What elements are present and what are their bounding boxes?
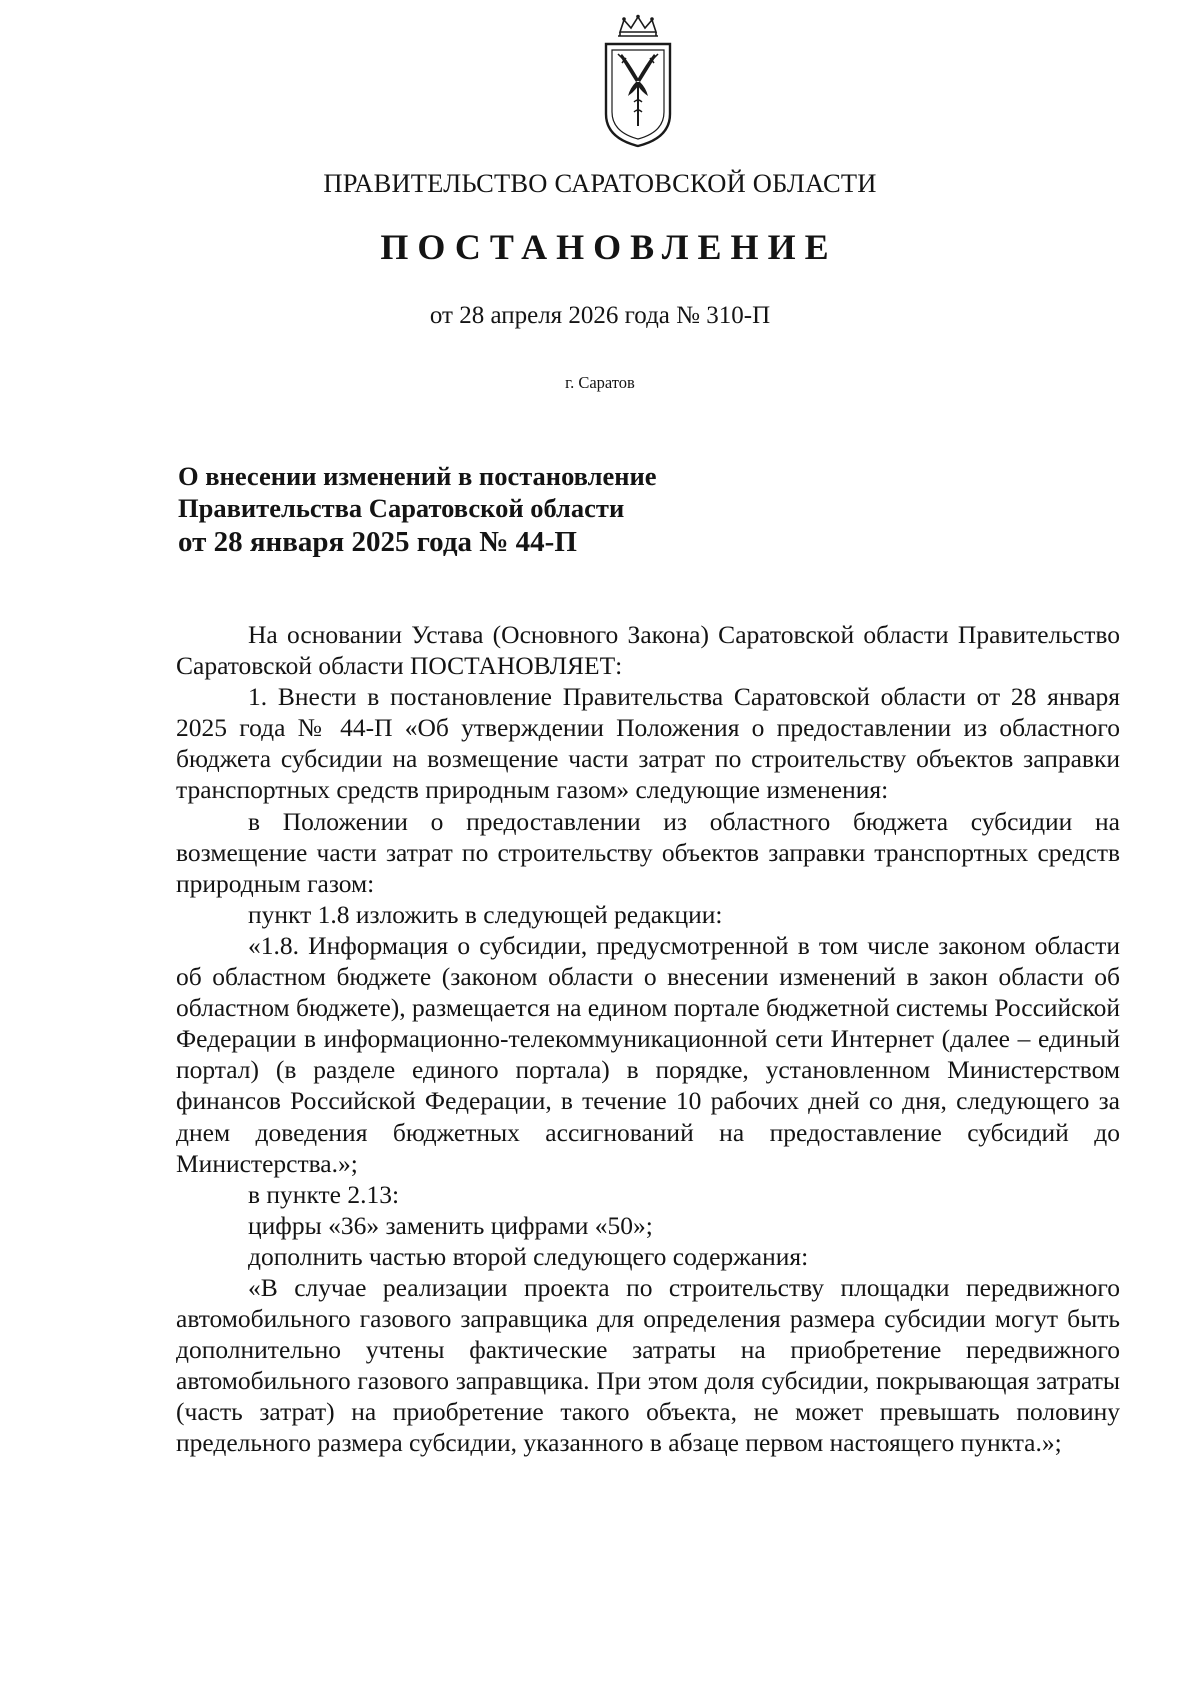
body-paragraph: в пункте 2.13: — [248, 1179, 400, 1209]
body-paragraph: дополнить частью второй следующего содержания: — [248, 1241, 809, 1271]
subject-line-2: Правительства Саратовской области — [178, 493, 625, 523]
subject-line-3: от 28 января 2025 года № 44-П — [178, 526, 577, 558]
body-paragraph: «1.8. Информация о субсидии, предусмотренной в том числе законом области об областном бюджете (законом области о внесении изменений в закон области об областном бюджете), размещается на едином портале бюджетной системы Российской Федерации в информационно-телекоммуникационной сети Интернет (далее – единый портал) (в разделе единого портала) в порядке, установленном Министерством финансов Российской Федерации, в течение 10 рабочих дней со дня, следующего за днем доведения бюджетных ассигнований на предоставление субсидий до Министерства.»; — [176, 930, 1120, 1178]
document-subject — [178, 460, 878, 560]
document-type-heading: ПОСТАНОВЛЕНИЕ — [380, 227, 838, 267]
body-paragraph: цифры «36» заменить цифрами «50»; — [248, 1210, 653, 1240]
body-paragraph: в Положении о предоставлении из областного бюджета субсидии на возмещение части затрат по строительству объектов заправки транспортных средств природным газом: — [176, 806, 1120, 898]
body-paragraph: 1. Внести в постановление Правительства Саратовской области от 28 января 2025 года № 44-П «Об утверждении Положения о предоставлении из областного бюджета субсидии на возмещение части затрат по строительству объектов заправки транспортных средств природным газом» следующие изменения: — [176, 682, 1120, 805]
subject-line-1: О внесении изменений в постановление — [178, 461, 657, 491]
body-paragraph: На основании Устава (Основного Закона) Саратовской области Правительство Саратовской области ПОСТАНОВЛЯЕТ: — [176, 620, 1120, 681]
document-body — [176, 619, 1120, 1459]
document-city: г. Саратов — [565, 373, 635, 392]
issuing-authority: ПРАВИТЕЛЬСТВО САРАТОВСКОЙ ОБЛАСТИ — [323, 168, 877, 198]
saratov-coat-of-arms-icon — [596, 14, 680, 148]
document-date-number: от 28 апреля 2026 года № 310-П — [429, 302, 771, 329]
body-paragraph: пункт 1.8 изложить в следующей редакции: — [248, 899, 723, 929]
body-paragraph: «В случае реализации проекта по строительству площадки передвижного автомобильного газового заправщика для определения размера субсидии могут быть дополнительно учтены фактические затраты на приобретение передвижного автомобильного газового заправщика. При этом доля субсидии, покрывающая затраты (часть затрат) на приобретение такого объекта, не может превышать половину предельного размера субсидии, указанного в абзаце первом настоящего пункта.»; — [176, 1272, 1120, 1458]
